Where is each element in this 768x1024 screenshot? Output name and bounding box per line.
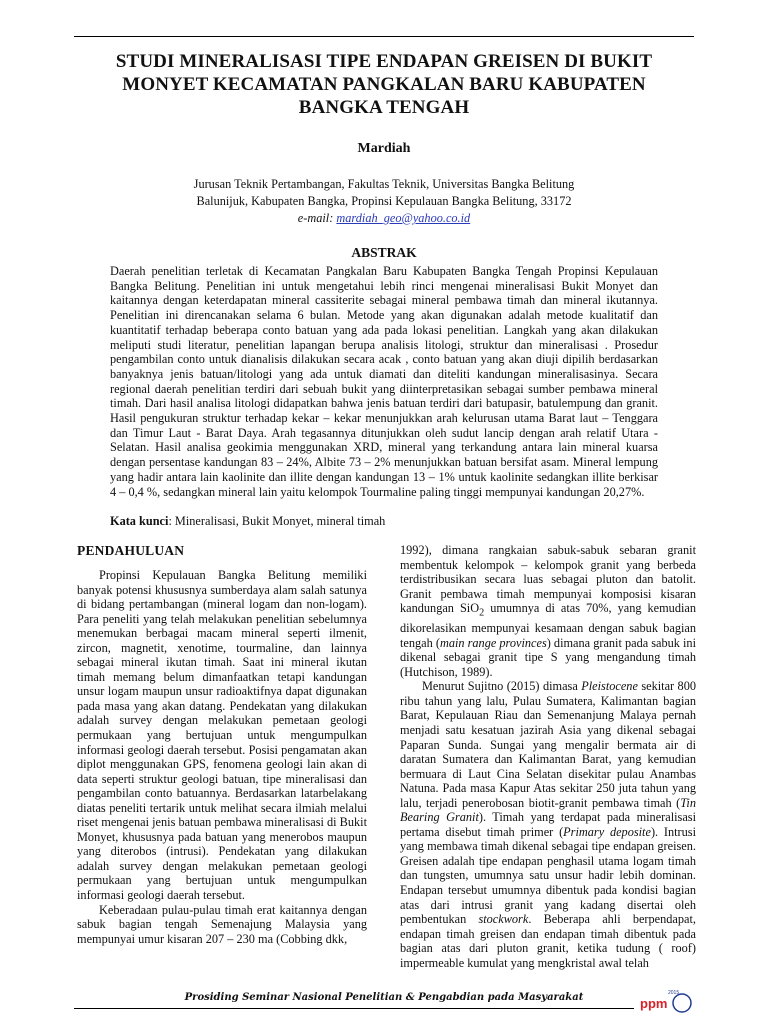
paragraph: Propinsi Kepulauan Bangka Belitung memiliki banyak potensi khususnya sumberdaya alam salah satunya di bidang pertambangan (mineral logam dan non-logam). Para peneliti yang telah melakukan penelitian sebelumnya menemukan berbagai macam mineral seperti ilmenit, zircon, magnetit, xenotime, tourmaline, dan lainnya sebagai mineral ikutan timah. Saat ini mineral ikutan timah memang belum dimanfaatkan tetapi kandungan unsur logam maupun unsur radioaktifnya dapat digunakan pada masa yang akan datang. Pendekatan yang dilakukan adalah survey dengan melakukan pemetaan geologi permukaan yang bertujuan untuk mengumpulkan informasi geologi daerah tersebut. Posisi pengamatan akan diplot menggunakan GPS, fenomena geologi lain akan di data seperti struktur geologi batuan, tipe mineralisasi dan pengambilan conto batuannya. Berdasarkan latarbelakang diatas peneliti tertarik untuk melihat secara ilmiah melalui riset mengenai jenis batuan pembawa mineralisasi di Bukit Monyet, khususnya pada batuan yang menerobos maupun yang diterobos (intrusi). Pendekatan yang dilakukan adalah survey dengan melakukan pemetaan geologi permukaan yang bertujuan untuk mengumpulkan informasi geologi daerah tersebut. <box>77 568 367 903</box>
left-column <box>77 543 367 946</box>
text-run: umumnya di atas 70%, yang kemudian dikorelasikan mempunyai kesamaan dengan sabuk bagian tengah ( <box>400 601 696 650</box>
italic-term: main range provinces <box>439 635 547 650</box>
section-title: PENDAHULUAN <box>77 543 185 558</box>
email-label: e-mail: <box>297 211 337 225</box>
italic-term: Pleistocene <box>581 679 638 694</box>
keywords <box>110 514 658 529</box>
affiliation <box>0 176 768 209</box>
affiliation-line: Jurusan Teknik Pertambangan, Fakultas Teknik, Universitas Bangka Belitung <box>193 177 575 191</box>
text-run: ). Timah yang terdapat pada mineralisasi pertama disebut timah primer ( <box>400 810 696 839</box>
italic-term: stockwork <box>478 912 529 927</box>
text-run: ). Intrusi yang membawa timah dikenal sebagai tipe endapan greisen. Greisen adalah tipe endapan penghasil utama logam timah dan tungsten, umumnya satu unsur hadir lebih dominan. Endapan tersebut umumnya dibentuk pada kondisi bagian atas dari intrusi granit yang kadang disertai oleh pembentukan <box>400 824 697 927</box>
text-run: 1992), dimana rangkaian sabuk-sabuk sebaran granit membentuk kelompok – kelompok granit yang berbeda terdistribusikan secara luas sebagai pluton dan batolit. Granit pembawa timah mempunyai komposisi kisaran kandungan SiO <box>400 543 696 616</box>
ppm-logo <box>638 988 694 1018</box>
subscript: 2 <box>479 607 485 619</box>
keywords-text: : Mineralisasi, Bukit Monyet, mineral timah <box>168 514 386 528</box>
italic-term: Primary deposite <box>563 824 651 839</box>
author-name: Mardiah <box>357 141 411 156</box>
title-line: MONYET KECAMATAN PANGKALAN BARU KABUPATEN <box>122 74 646 95</box>
right-column <box>400 543 696 970</box>
top-rule <box>74 36 694 37</box>
text-run: . Beberapa ahli berpendapat, endapan timah greisen dan endapan timah dibentuk pada bagian atas dari pluton granit, ketika tudung ( roof) impermeable kumulat yang mengkristal awal telah <box>400 912 696 970</box>
title-line: STUDI MINERALISASI TIPE ENDAPAN GREISEN DI BUKIT <box>115 51 653 72</box>
abstract-heading: ABSTRAK <box>351 245 417 260</box>
logo-emblem <box>673 994 691 1012</box>
footer-text: Prosiding Seminar Nasional Penelitian & Pengabdian pada Masyarakat <box>184 992 584 1003</box>
paper-title <box>60 50 708 119</box>
text-run: Menurut Sujitno (2015) dimasa <box>422 679 582 694</box>
logo-text: ppm <box>640 996 668 1011</box>
paragraph: Keberadaan pulau-pulau timah erat kaitannya dengan sabuk bagian tengah Semenajung Malaysia yang mempunyai umur kisaran 207 – 230 ma (Cobbing dkk, <box>77 902 367 946</box>
text-run: ) dimana granit pada sabuk ini dikenal sebagai granit tipe S yang mengandung timah (Hutchison, 1989). <box>400 635 696 679</box>
logo-year: 2015 <box>668 990 680 996</box>
bottom-rule <box>74 1008 634 1009</box>
keywords-label: Kata kunci <box>110 514 169 528</box>
email-link[interactable]: mardiah_geo@yahoo.co.id <box>336 211 471 225</box>
email-line <box>0 211 768 226</box>
paragraph <box>400 543 696 679</box>
italic-term: Tin Bearing Granit <box>400 795 696 825</box>
text-run: sekitar 800 ribu tahun yang lalu, Pulau Sumatera, Kalimantan bagian Barat, Kepulauan Riau dan Semenanjung Malaya pernah menjadi satu kesatuan jazirah Asia yang dikenal sebagai Paparan Sunda. Sungai yang mengalir bermata air di daratan Sumatera dan Kalimantan Barat, yang kemudian bermuara di Laut Cina Selatan disekitar pulau Anambas Natuna. Pada masa Kapur Atas sekitar 250 juta tahun yang lalu, terjadi penerobosan biotit-granit pembawa timah ( <box>400 679 697 810</box>
affiliation-line: Balunijuk, Kabupaten Bangka, Propinsi Kepulauan Bangka Belitung, 33172 <box>196 193 572 208</box>
paragraph <box>400 679 696 970</box>
abstract-body: Daerah penelitian terletak di Kecamatan Pangkalan Baru Kabupaten Bangka Tengah Propinsi Kepulauan Bangka Belitung. Penelitian ini untuk mengetahui lebih rinci mengenai mineralisasi Bukit Monyet dan kaitannya dengan keterdapatan mineral cassiterite sebagai mineral pembawa timah dan mineral ikutannya. Penelitian ini direncanakan selama 6 bulan. Metode yang akan digunakan adalah metode kualitatif dan kuantitatif terhadap beberapa conto batuan yang ada pada lokasi penelitian. Langkah yang akan dilakukan meliputi studi literatur, penelitian lapangan berupa analisis litologi, struktur dan mineralisasi . Prosedur pengambilan conto untuk dianalisis dilakukan secara acak , conto batuan yang akan diuji dipilih berdasarkan banyaknya jenis batuan/litologi yang ada untuk diamati dan diteliti kandungan mineralisasinya. Secara regional daerah penelitian terdiri dari sebuah bukit yang diinterpretasikan sebagai sumber pembawa mineral timah. Dari hasil analisa litologi didapatkan bahwa jenis batuan terdiri dari batupasir, batulempung dan granit. Hasil pengukuran struktur terhadap kekar – kekar menunjukkan arah kelurusan utama Barat laut – Tenggara dan Timur Laut - Barat Daya. Arah tegasannya ditunjukkan oleh sudut lancip dengan arah relatif Utara - Selatan. Hasil analisa geokimia menggunakan XRD, mineral yang terkandung antara lain mineral kuarsa dengan persentase kandungan 83 – 24%, Albite 73 – 2% menunjukkan batuan bersifat asam. Mineral lempung yang hadir antara lain kaolinite dan illite dengan kandungan 13 – 1% untuk kaolinite sedangkan illite berkisar 4 – 0,4 %, sedangkan mineral lain yaitu kelompok Tourmaline paling tinggi mempunyai kandungan 20,27%. <box>110 264 658 499</box>
title-line: BANGKA TENGAH <box>298 97 470 118</box>
